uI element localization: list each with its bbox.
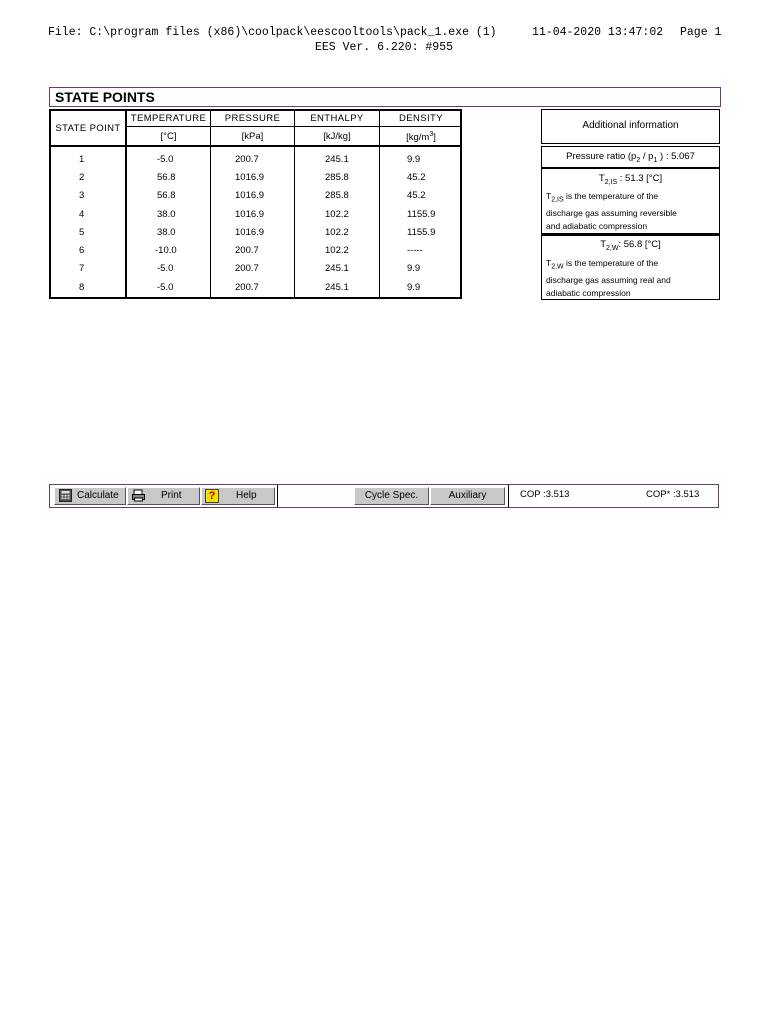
- printer-icon: [132, 489, 145, 502]
- bottom-toolbar: [49, 484, 719, 508]
- cell-pressure: 200.7: [235, 245, 259, 256]
- cell-density: 45.2: [407, 172, 426, 183]
- cell-pressure: 200.7: [235, 282, 259, 293]
- t2-w-description: $T_{2,W}$ is the temperature of the discharge gas assuming real and adiabatic compression: [546, 258, 671, 298]
- print-label: Print: [161, 490, 182, 501]
- cell-enthalpy: 285.8: [325, 190, 349, 201]
- cycle-spec-label: Cycle Spec.: [364, 490, 419, 501]
- cell-density: 9.9: [407, 263, 421, 274]
- cell-state-point: 4: [79, 209, 85, 220]
- cell-pressure: 1016.9: [235, 172, 265, 183]
- cell-temperature: 56.8: [157, 190, 176, 201]
- additional-info-heading: Additional information: [582, 120, 679, 131]
- real-temp-box: [541, 235, 720, 300]
- page-number: Page 1: [680, 26, 722, 39]
- cell-enthalpy: 245.1: [325, 263, 349, 274]
- pressure-ratio-box: [541, 146, 720, 168]
- cell-temperature: 38.0: [157, 227, 176, 238]
- cell-enthalpy: 102.2: [325, 245, 349, 256]
- cell-pressure: 200.7: [235, 263, 259, 274]
- col-header-state-point: STATE POINT: [55, 123, 121, 134]
- calculate-label: Calculate: [77, 490, 119, 501]
- t2-w-value: $T_{2,W}$: 56.8 [°C]: [600, 239, 661, 252]
- state-points-title-box: [49, 87, 721, 107]
- col-header-enthalpy: ENTHALPY: [310, 113, 364, 124]
- cell-density: 45.2: [407, 190, 426, 201]
- cop-star-value: COP* :3.513: [646, 489, 700, 500]
- help-label: Help: [236, 490, 257, 501]
- col-header-temperature: TEMPERATURE: [130, 113, 207, 124]
- cycle-spec-button[interactable]: [354, 487, 429, 505]
- cell-density: 1155.9: [407, 209, 436, 220]
- cell-temperature: -5.0: [157, 282, 174, 293]
- cell-enthalpy: 102.2: [325, 227, 349, 238]
- unit-density: $[kg/m^3]$: [406, 131, 436, 144]
- cell-pressure: 1016.9: [235, 209, 265, 220]
- cell-density: 1155.9: [407, 227, 436, 238]
- unit-pressure: [kPa]: [241, 131, 264, 142]
- cell-state-point: 3: [79, 190, 85, 201]
- cell-state-point: 7: [79, 263, 85, 274]
- unit-enthalpy: [kJ/kg]: [323, 131, 351, 142]
- print-datetime: 11-04-2020 13:47:02: [532, 26, 664, 39]
- cell-state-point: 1: [79, 154, 85, 165]
- cell-temperature: -5.0: [157, 154, 174, 165]
- help-icon: ?: [205, 489, 219, 503]
- cell-state-point: 6: [79, 245, 85, 256]
- print-button[interactable]: [127, 487, 200, 505]
- print-header: [48, 26, 724, 40]
- page-title: STATE POINTS: [55, 89, 155, 105]
- cell-pressure: 200.7: [235, 154, 259, 165]
- file-path: File: C:\program files (x86)\coolpack\eescooltools\pack_1.exe (1): [48, 26, 497, 39]
- col-header-density: DENSITY: [399, 113, 443, 124]
- cop-value: COP :3.513: [520, 489, 570, 500]
- cell-temperature: 38.0: [157, 209, 176, 220]
- cell-enthalpy: 102.2: [325, 209, 349, 220]
- t2-is-description: $T_{2,IS}$ is the temperature of the discharge gas assuming reversible and adiabatic compression: [546, 191, 677, 231]
- t2-is-value: $T_{2,IS}$ : 51.3 [°C]: [598, 173, 663, 186]
- calculate-button[interactable]: [54, 487, 126, 505]
- cell-state-point: 8: [79, 282, 85, 293]
- cell-temperature: -10.0: [155, 245, 177, 256]
- col-header-pressure: PRESSURE: [224, 113, 281, 124]
- pressure-ratio: Pressure ratio ($p_2 / p_1$ ) : 5.067: [566, 151, 695, 164]
- cell-state-point: 2: [79, 172, 85, 183]
- cell-pressure: 1016.9: [235, 227, 265, 238]
- cell-enthalpy: 285.8: [325, 172, 349, 183]
- cell-temperature: 56.8: [157, 172, 176, 183]
- cell-state-point: 5: [79, 227, 85, 238]
- cell-enthalpy: 245.1: [325, 154, 349, 165]
- calculator-icon: [59, 489, 72, 502]
- auxiliary-label: Auxiliary: [448, 490, 487, 501]
- state-points-table: [49, 109, 462, 299]
- cell-density: -----: [407, 245, 423, 256]
- isentropic-temp-box: [541, 168, 720, 235]
- additional-info-header: [541, 109, 720, 144]
- cell-enthalpy: 245.1: [325, 282, 349, 293]
- auxiliary-button[interactable]: [430, 487, 505, 505]
- cell-temperature: -5.0: [157, 263, 174, 274]
- help-button[interactable]: [201, 487, 275, 505]
- unit-temperature: [°C]: [160, 131, 177, 142]
- cell-pressure: 1016.9: [235, 190, 265, 201]
- cell-density: 9.9: [407, 282, 421, 293]
- ees-version: EES Ver. 6.220: #955: [314, 41, 454, 54]
- cell-density: 9.9: [407, 154, 421, 165]
